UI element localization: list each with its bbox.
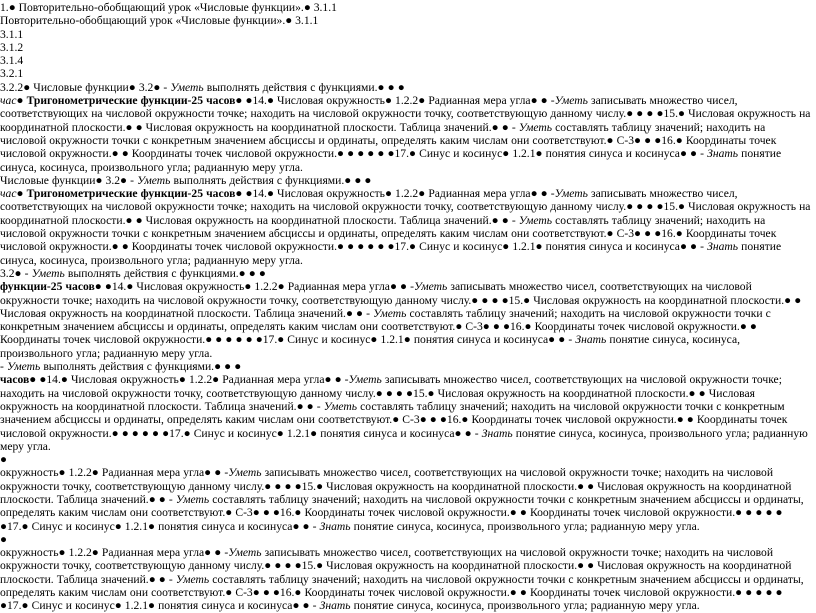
text-run: Числовые функции● 3.2● -	[0, 173, 138, 187]
italic-run: Знать	[319, 519, 351, 533]
text-run: выполнять действия с функциями.● ● ●	[203, 80, 405, 94]
paragraphs	[0, 81, 812, 613]
text-run: записывать множество чисел, соответствующих на числовой окружности точке; находить на числовой окружности точку, соответствующую данному числу.● ● ● ●15.● Числовая окружность на координатной плоскости.● ● Числовая окружность на координатной плоскости. Таблица значений.● ● -	[0, 187, 811, 227]
italic-run: Уметь	[6, 360, 41, 374]
bold-run: часов	[0, 373, 30, 387]
text-run: составлять таблицу значений; находить на числовой окружности точки с конкретным значением абсциссы и ординаты, определять каким числам они соответствуют.● С-3● ● ●16.● Координаты точек числовой окружности.● ● Координаты точек числовой окружности.● ● ● ● ● ●17.● Синус и косинус● 1.2.1● понятия синуса и косинуса● ● -	[0, 399, 788, 440]
header-line: 3.2.1	[0, 67, 24, 81]
italic-run: Знать	[481, 426, 513, 440]
text-run: составлять таблицу значений; находить на числовой окружности точки с конкретным значением абсциссы и ординаты, определять каким числам они соответствуют.● С-3● ● ●16.● Координаты точек числовой окружности.● ● Координаты точек числовой окружности.● ● ● ● ● ●17.● Синус и косинус● 1.2.1● понятия синуса и косинуса● ● -	[0, 492, 804, 533]
text-run: ●	[16, 187, 27, 201]
paragraph	[0, 267, 812, 280]
paragraph	[0, 453, 812, 466]
text-run: составлять таблицу значений; находить на числовой окружности точки с конкретным значением абсциссы и ординаты, определять каким числам они соответствуют.● С-3● ● ●16.● Координаты точек числовой окружности.● ● Координаты точек числовой окружности.● ● ● ● ● ●17.● Синус и косинус● 1.2.1● понятия синуса и косинуса● ● -	[0, 120, 777, 161]
text-run: ●	[0, 532, 8, 546]
bold-run: функции-25 часов	[0, 280, 95, 294]
italic-run: Уметь	[554, 187, 588, 201]
italic-run: Уметь	[31, 266, 65, 280]
text-run: составлять таблицу значений; находить на числовой окружности точки с конкретным значением абсциссы и ординаты, определять каким числам они соответствуют.● С-3● ● ●16.● Координаты точек числовой окружности.● ● Координаты точек числовой окружности.● ● ● ● ● ●17.● Синус и косинус● 1.2.1● понятия синуса и косинуса● ● -	[0, 213, 777, 254]
italic-run: Уметь	[373, 306, 407, 320]
italic-run: Уметь	[323, 399, 358, 413]
italic-run: час	[0, 94, 17, 108]
text-run: понятие синуса, косинуса, произвольного угла; радианную меру угла.	[0, 333, 741, 360]
paragraph	[0, 280, 812, 360]
text-run: записывать множество чисел, соответствующих на числовой окружности точке; находить на числовой окружности точку, соответствующую данному числу.● ● ● ●15.● Числовая окружность на координатной плоскости.● ● Числовая окружность на координатной плоскости. Таблица значений.● ● -	[0, 546, 792, 586]
header-line: 3.1.1	[0, 27, 24, 41]
italic-run: Уметь	[228, 546, 262, 560]
text-run: ●	[0, 453, 8, 467]
text-run: ● ●14.● Числовая окружность● 1.2.2● Радианная мера угла● ● -	[29, 373, 349, 387]
italic-run: час	[0, 187, 17, 201]
italic-run: Уметь	[554, 94, 588, 108]
text-run: окружность● 1.2.2● Радианная мера угла● ● -	[0, 546, 229, 560]
text-run: -	[0, 360, 7, 374]
header-line: 3.1.2	[0, 40, 24, 54]
header-block	[0, 1, 812, 81]
paragraph	[0, 533, 812, 546]
text-run: окружность● 1.2.2● Радианная мера угла● ● -	[0, 466, 229, 480]
paragraph	[0, 546, 812, 612]
text-run: 3.2.2● Числовые функции● 3.2● -	[0, 80, 171, 94]
text-run: понятие синуса, косинуса, произвольного угла; радианную меру угла.	[0, 147, 782, 174]
text-run: составлять таблицу значений; находить на числовой окружности точки с конкретным значением абсциссы и ординаты, определять каким числам они соответствуют.● С-3● ● ●16.● Координаты точек числовой окружности.● ● Координаты точек числовой окружности.● ● ● ● ● ●17.● Синус и косинус● 1.2.1● понятия синуса и косинуса● ● -	[0, 306, 771, 347]
text-run: ● ●14.● Числовая окружность● 1.2.2● Радианная мера угла● ● -	[94, 280, 415, 294]
italic-run: Уметь	[518, 213, 553, 227]
italic-run: Уметь	[228, 466, 262, 480]
italic-run: Уметь	[175, 572, 210, 586]
text-run: выполнять действия с функциями.● ● ●	[170, 173, 372, 187]
paragraph	[0, 466, 812, 532]
text-run: понятие синуса, косинуса, произвольного угла; радианную меру угла.	[0, 426, 808, 453]
paragraph	[0, 360, 812, 373]
text-run: записывать множество чисел, соответствующих на числовой окружности точке; находить на числовой окружности точку, соответствующую данному числу.● ● ● ●15.● Числовая окружность на координатной плоскости.● ● Числовая окружность на координатной плоскости. Таблица значений.● ● -	[0, 373, 782, 413]
italic-run: Уметь	[170, 80, 204, 94]
text-run: выполнять действия с функциями.● ● ●	[40, 360, 242, 374]
text-run: составлять таблицу значений; находить на числовой окружности точки с конкретным значением абсциссы и ординаты, определять каким числам они соответствуют.● С-3● ● ●16.● Координаты точек числовой окружности.● ● Координаты точек числовой окружности.● ● ● ● ● ●17.● Синус и косинус● 1.2.1● понятия синуса и косинуса● ● -	[0, 572, 804, 613]
italic-run: Уметь	[518, 120, 553, 134]
italic-run: Уметь	[348, 373, 382, 387]
italic-run: Знать	[707, 240, 739, 254]
text-run: понятие синуса, косинуса, произвольного угла; радианную меру угла.	[350, 599, 700, 613]
text-run: ● ●14.● Числовая окружность● 1.2.2● Радианная мера угла● ● -	[235, 94, 555, 108]
text-run: 3.2● -	[0, 266, 32, 280]
italic-run: Уметь	[137, 173, 171, 187]
header-line: 3.1.4	[0, 54, 24, 68]
text-run: ● ●14.● Числовая окружность● 1.2.2● Радианная мера угла● ● -	[235, 187, 555, 201]
text-run: понятие синуса, косинуса, произвольного угла; радианную меру угла.	[350, 519, 700, 533]
header-line: 1.● Повторительно-обобщающий урок «Числовые функции».● 3.1.1	[0, 1, 337, 14]
italic-run: Знать	[575, 333, 607, 347]
paragraph	[0, 373, 812, 453]
text-run: записывать множество чисел, соответствующих на числовой окружности точке; находить на числовой окружности точку, соответствующую данному числу.● ● ● ●15.● Числовая окружность на координатной плоскости.● ● Числовая окружность на координатной плоскости. Таблица значений.● ● -	[0, 94, 811, 134]
text-run: выполнять действия с функциями.● ● ●	[64, 266, 266, 280]
text-run: понятие синуса, косинуса, произвольного угла; радианную меру угла.	[0, 240, 782, 267]
italic-run: Уметь	[414, 280, 448, 294]
paragraph	[0, 174, 812, 187]
header-line: Повторительно-обобщающий урок «Числовые функции».● 3.1.1	[0, 14, 319, 28]
paragraph	[0, 187, 812, 267]
text-run: ●	[16, 94, 27, 108]
italic-run: Уметь	[175, 492, 210, 506]
italic-run: Знать	[319, 599, 351, 613]
paragraph	[0, 94, 812, 174]
italic-run: Знать	[707, 147, 739, 161]
bold-run: Тригонометрические функции-25 часов	[26, 94, 236, 108]
text-run: записывать множество чисел, соответствующих на числовой окружности точке; находить на числовой окружности точку, соответствующую данному числу.● ● ● ●15.● Числовая окружность на координатной плоскости.● ● Числовая окружность на координатной плоскости. Таблица значений.● ● -	[0, 466, 792, 506]
bold-run: Тригонометрические функции-25 часов	[26, 187, 236, 201]
text-run: записывать множество чисел, соответствующих на числовой окружности точке; находить на числовой окружности точку, соответствующую данному числу.● ● ● ●15.● Числовая окружность на координатной плоскости.● ● Числовая окружность на координатной плоскости. Таблица значений.● ● -	[0, 280, 802, 320]
paragraph	[0, 81, 812, 94]
